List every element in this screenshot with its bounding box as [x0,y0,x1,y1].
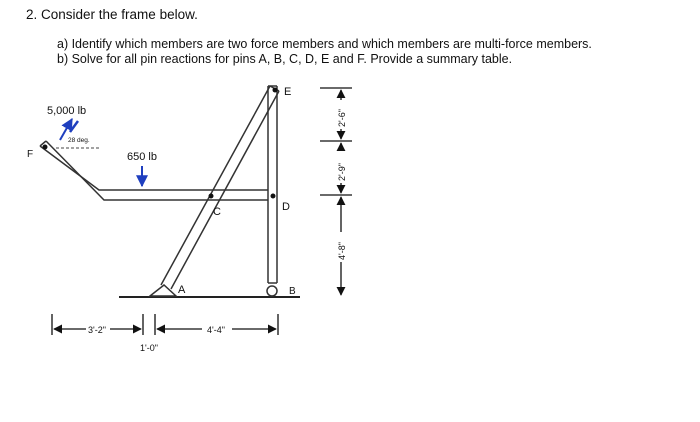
load-label-5000: 5,000 lb [47,105,87,117]
dim-h-1: 3'-2" [88,325,106,335]
support-b [267,286,277,296]
pin-label-c: C [213,206,221,218]
question-title: 2. Consider the frame below. [26,7,198,22]
question-part-b: b) Solve for all pin reactions for pins A, B, C, D, E and F. Provide a summary table. [57,52,513,66]
dim-h-3: 4'-4" [207,325,225,335]
pin-label-b: B [289,286,296,297]
pin-label-a: A [178,284,186,296]
pin-d [271,194,276,199]
pin-c [209,194,214,199]
member-fcd [40,141,268,200]
question-part-a: a) Identify which members are two force members and which members are multi-force members. [57,37,592,51]
angle-label: 28 deg. [68,137,90,144]
dim-h-2: 1'-0" [140,343,158,353]
dim-v-1: 2'-6" [337,109,347,127]
load-arrow-5000-head [70,121,78,132]
pin-e [273,88,278,93]
pin-f [43,145,48,150]
member-bde [268,86,277,283]
pin-label-d: D [282,201,290,213]
dim-v-2: 2'-9" [337,163,347,181]
pin-label-e: E [284,86,292,98]
vertical-dimensions [320,88,352,295]
member-ace [161,86,279,289]
load-label-650: 650 lb [127,151,157,163]
dim-v-3: 4'-8" [337,242,347,260]
pin-label-f: F [27,149,34,160]
horizontal-dimensions [52,314,278,335]
